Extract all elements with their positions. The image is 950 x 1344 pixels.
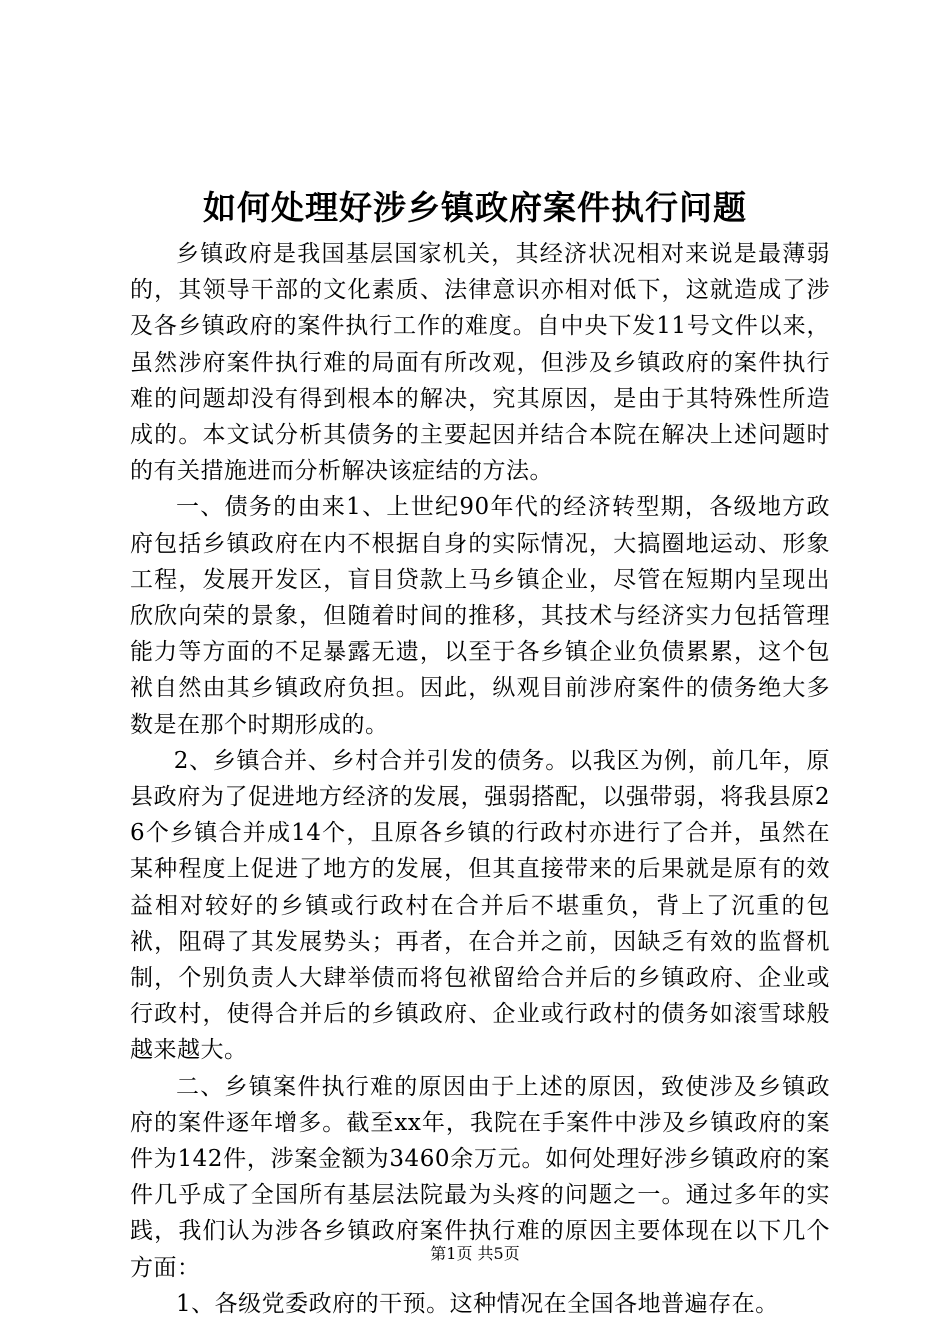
document-body	[130, 236, 830, 1322]
paragraph-intro: 乡镇政府是我国基层国家机关，其经济状况相对来说是最薄弱的，其领导干部的文化素质、法律意识亦相对低下，这就造成了涉及各乡镇政府的案件执行工作的难度。自中央下发11号文件以来，虽然涉府案件执行难的局面有所改观，但涉及乡镇政府的案件执行难的问题却没有得到根本的解决，究其原因，是由于其特殊性所造成的。本文试分析其债务的主要起因并结合本院在解决上述问题时的有关措施进而分析解决该症结的方法。	[130, 241, 830, 485]
paragraph-enforcement-difficulty: 二、乡镇案件执行难的原因由于上述的原因，致使涉及乡镇政府的案件逐年增多。截至xx年，我院在手案件中涉及乡镇政府的案件为142件，涉案金额为3460余万元。如何处理好涉乡镇政府的案件几乎成了全国所有基层法院最为头疼的问题之一。通过多年的实践，我们认为涉各乡镇政府案件执行难的原因主要体现在以下几个方面：	[130, 1073, 830, 1281]
document-title: 如何处理好涉乡镇政府案件执行问题	[203, 188, 747, 227]
paragraph-debt-origin: 一、债务的由来1、上世纪90年代的经济转型期，各级地方政府包括乡镇政府在内不根据自身的实际情况，大搞圈地运动、形象工程，发展开发区，盲目贷款上马乡镇企业，尽管在短期内呈现出欣欣向荣的景象，但随着时间的推移，其技术与经济实力包括管理能力等方面的不足暴露无遗，以至于各乡镇企业负债累累，这个包袱自然由其乡镇政府负担。因此，纵观目前涉府案件的债务绝大多数是在那个时期形成的。	[130, 494, 830, 738]
page-number-footer: 第1页 共5页	[430, 1244, 520, 1263]
paragraph-interference: 1、各级党委政府的干预。这种情况在全国各地普遍存在。	[176, 1290, 779, 1317]
paragraph-merger-debt: 2、乡镇合并、乡村合并引发的债务。以我区为例，前几年，原县政府为了促进地方经济的发展，强弱搭配，以强带弱，将我县原26个乡镇合并成14个，且原各乡镇的行政村亦进行了合并，虽然在某种程度上促进了地方的发展，但其直接带来的后果就是原有的效益相对较好的乡镇或行政村在合并后不堪重负，背上了沉重的包袱，阻碍了其发展势头；再者，在合并之前，因缺乏有效的监督机制，个别负责人大肆举债而将包袱留给合并后的乡镇政府、企业或行政村，使得合并后的乡镇政府、企业或行政村的债务如滚雪球般越来越大。	[130, 747, 830, 1064]
